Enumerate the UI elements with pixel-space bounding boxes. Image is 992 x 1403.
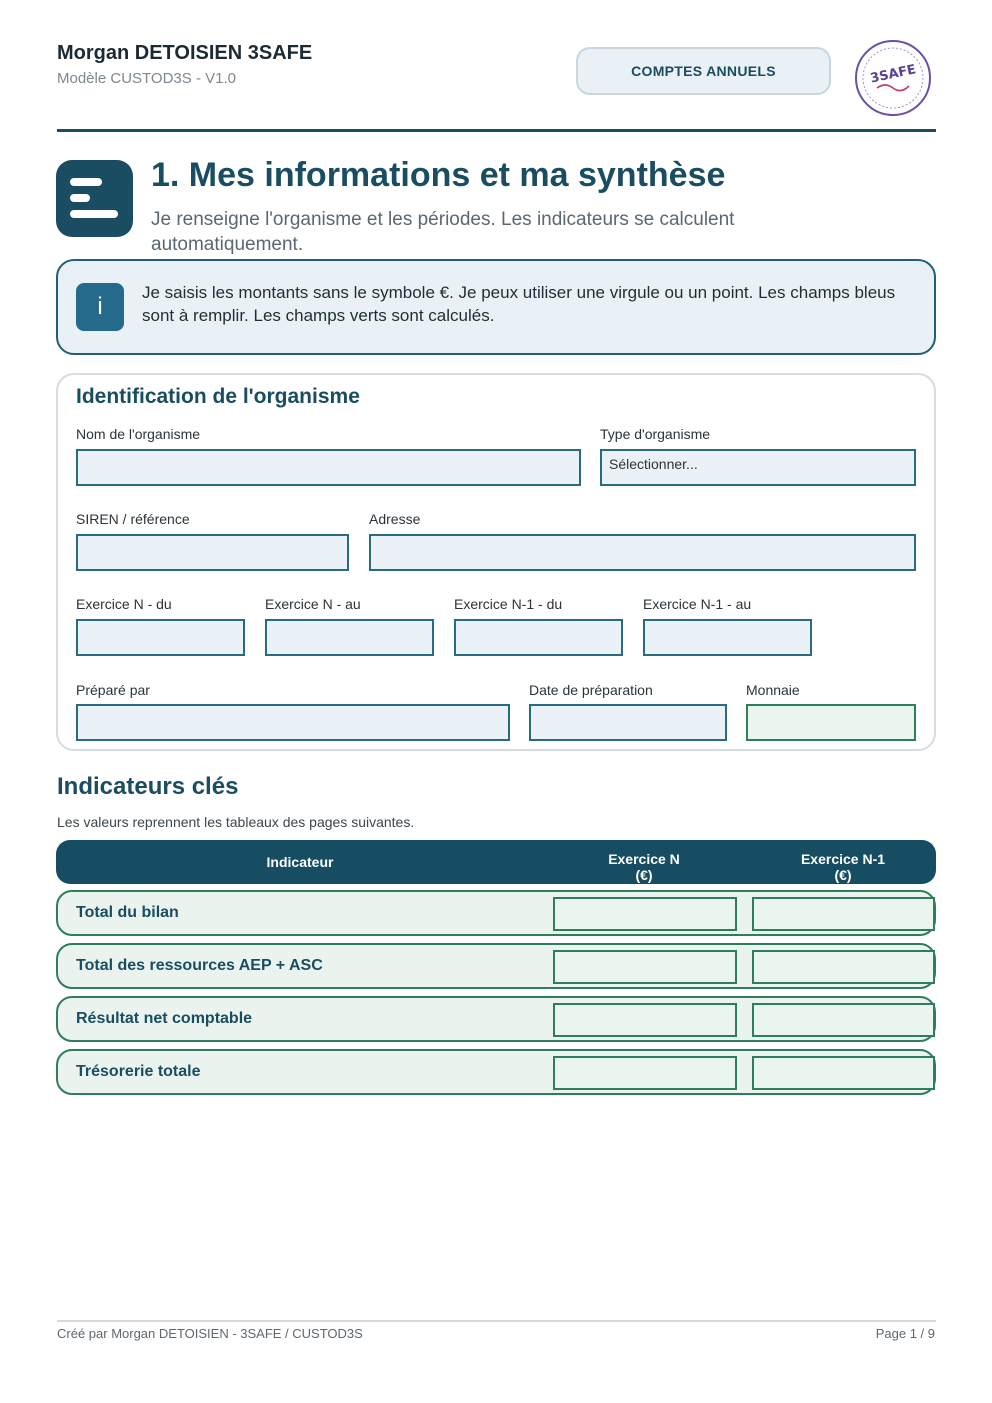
row-label: Total du bilan <box>76 904 179 921</box>
header-divider <box>57 129 936 132</box>
kpi-table-header <box>56 840 936 884</box>
row-label: Résultat net comptable <box>76 1010 253 1027</box>
value-n1-field <box>752 950 935 984</box>
info-text: Je saisis les montants sans le symbole €. Je peux utiliser une virgule ou un point. Les champs bleus sont à remplir. Les champs verts sont calculés. <box>142 283 896 325</box>
exercice-n1-au-label: Exercice N-1 - au <box>643 596 752 612</box>
header-indicator: Indicateur <box>266 854 334 870</box>
value-n-field <box>553 950 737 984</box>
logo-text: 3SAFE <box>869 62 918 87</box>
value-n-field <box>553 1056 737 1090</box>
table-row <box>56 943 936 989</box>
monnaie-field <box>746 704 916 741</box>
page-subtitle: Je renseigne l'organisme et les périodes. Les indicateurs se calculent automatiquement. <box>151 209 735 255</box>
header-exercice-n1: Exercice N-1 (€) <box>800 851 886 883</box>
header-exercice-n: Exercice N (€) <box>608 851 680 883</box>
monnaie-label: Monnaie <box>746 682 800 698</box>
date-preparation-label: Date de préparation <box>529 682 653 698</box>
value-n-field <box>553 1003 737 1037</box>
value-n1-field <box>752 1003 935 1037</box>
exercice-n-au-label: Exercice N - au <box>265 596 361 612</box>
kpi-subtitle: Les valeurs reprennent les tableaux des pages suivantes. <box>57 814 415 830</box>
company-logo <box>853 38 933 118</box>
identification-title: Identification de l'organisme <box>76 385 360 408</box>
exercice-n1-au-field[interactable] <box>643 619 812 656</box>
model-version: Modèle CUSTOD3S - V1.0 <box>57 70 236 87</box>
row-label: Total des ressources AEP + ASC <box>76 957 323 974</box>
exercice-n-au-field[interactable] <box>265 619 434 656</box>
adresse-label: Adresse <box>369 511 421 527</box>
row-label: Trésorerie totale <box>76 1063 201 1080</box>
nom-field[interactable] <box>76 449 581 486</box>
nom-label: Nom de l'organisme <box>76 426 201 442</box>
list-icon <box>56 160 133 237</box>
table-row <box>56 890 936 936</box>
siren-field[interactable] <box>76 534 349 571</box>
prepare-par-field[interactable] <box>76 704 510 741</box>
document-type-badge: COMPTES ANNUELS <box>576 47 831 95</box>
exercice-n1-du-label: Exercice N-1 - du <box>454 596 563 612</box>
value-n1-field <box>752 1056 935 1090</box>
kpi-title: Indicateurs clés <box>57 773 239 800</box>
exercice-n1-du-field[interactable] <box>454 619 623 656</box>
value-n-field <box>553 897 737 931</box>
info-callout <box>56 259 936 355</box>
adresse-field[interactable] <box>369 534 916 571</box>
exercice-n-du-label: Exercice N - du <box>76 596 172 612</box>
siren-label: SIREN / référence <box>76 511 190 527</box>
prepare-par-label: Préparé par <box>76 682 150 698</box>
table-row <box>56 996 936 1042</box>
value-n1-field <box>752 897 935 931</box>
page-title: 1. Mes informations et ma synthèse <box>151 156 726 194</box>
table-row <box>56 1049 936 1095</box>
type-label: Type d'organisme <box>600 426 711 442</box>
type-select-value: Sélectionner... <box>609 456 698 472</box>
footer-divider <box>57 1320 936 1322</box>
footer-credit: Créé par Morgan DETOISIEN - 3SAFE / CUSTOD3S <box>57 1326 363 1341</box>
info-icon: i <box>76 283 124 331</box>
date-preparation-field[interactable] <box>529 704 727 741</box>
type-select[interactable] <box>600 449 916 486</box>
exercice-n-du-field[interactable] <box>76 619 245 656</box>
author-name: Morgan DETOISIEN 3SAFE <box>57 42 313 64</box>
page-number: Page 1 / 9 <box>875 1326 935 1341</box>
